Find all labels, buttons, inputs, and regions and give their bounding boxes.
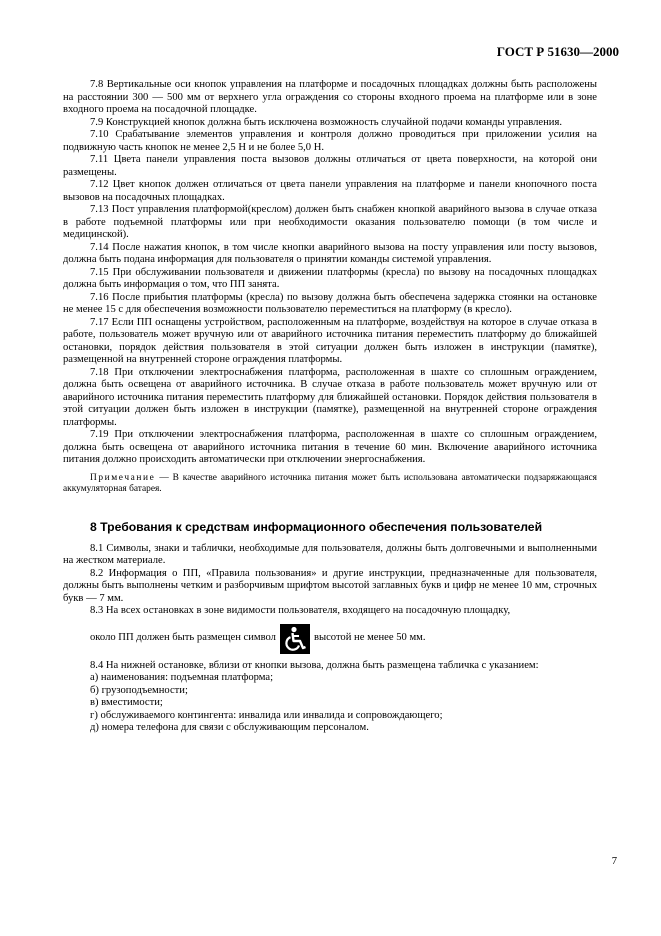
list-item: б) грузоподъемности;: [90, 684, 188, 696]
section-8-heading: 8 Требования к средствам информационного обеспечения пользователей: [90, 519, 543, 534]
list-item: д) номера телефона для связи с обслуживающим персоналом.: [90, 722, 369, 733]
paragraph-7-9: 7.9 Конструкцией кнопок должна быть исключена возможность случайной подачи команды управления.: [90, 116, 562, 128]
paragraph-7-11: 7.11 Цвета панели управления поста вызовов должны отличаться от цвета поверхности, на которой они размещены.: [63, 154, 597, 178]
list-item: в) вместимости;: [90, 697, 163, 708]
paragraph-7-10: 7.10 Срабатывание элементов управления и контроля должно проводиться при приложении усилия на подвижную часть кнопок не менее 2,5 Н и не более 5,0 Н.: [63, 129, 597, 153]
document-body: [63, 79, 597, 735]
paragraph-7-8: 7.8 Вертикальные оси кнопок управления на платформе и посадочных площадках должны быть расположены на расстоянии 300 — 500 мм от верхнего угла ограждения со стороны входного проема на платформе или в зоне входного проема на посадочной площадке.: [63, 79, 597, 115]
paragraph-7-15: 7.15 При обслуживании пользователя и движении платформы (кресла) по вызову на посадочных площадках должна быть информация о том, что ПП занята.: [63, 266, 597, 290]
paragraph-7-16: 7.16 После прибытия платформы (кресла) по вызову должна быть обеспечена задержка стоянки на остановке не менее 15 с для обеспечения возможности пользователю переместиться на платформу (в кресло).: [63, 291, 597, 315]
wheelchair-access-icon: [280, 624, 310, 654]
symbol-line-before: около ПП должен быть размещен символ: [90, 632, 276, 644]
paragraph-7-12: 7.12 Цвет кнопок должен отличаться от цвета панели управления на платформе и панели кнопочного поста вызовов на посадочных площадках.: [63, 179, 597, 203]
paragraph-7-14: 7.14 После нажатия кнопок, в том числе кнопки аварийного вызова на посту управления или посту вызовов, должна быть подана информация для пользователя о принятии команды системой управления.: [63, 241, 597, 265]
paragraph-8-2: 8.2 Информация о ПП, «Правила пользования» и другие инструкции, предназначенные для пользователя, должны быть выполнены четким и разборчивым шрифтом высотой заглавных букв и цифр не менее 10 мм, строчных букв — 7 мм.: [63, 567, 597, 604]
paragraph-7-13: 7.13 Пост управления платформой(креслом) должен быть снабжен кнопкой аварийного вызова в случае отказа в работе подъемной платформы или при необходимости оказания пользователю помощи (в том числе и медицинской).: [63, 204, 597, 240]
page-number: 7: [611, 856, 617, 867]
list-item: а) наименования: подъемная платформа;: [90, 672, 274, 683]
paragraph-8-1: 8.1 Символы, знаки и таблички, необходимые для пользователя, должны быть долговечными и выполненными на жестком материале.: [63, 542, 597, 566]
standard-number-header: ГОСТ Р 51630—2000: [496, 44, 619, 59]
list-item: г) обслуживаемого контингента: инвалида или инвалида и сопровождающего;: [90, 709, 443, 721]
paragraph-7-19: 7.19 При отключении электроснабжения платформа, расположенная в шахте со сплошным ограждением, должна быть освещена от аварийного источника питания в течение 60 мин. Включение аварийного источника питания должно происходить автоматически при отключении энергоснабжения.: [63, 429, 597, 465]
paragraph-8-4: 8.4 На нижней остановке, вблизи от кнопки вызова, должна быть размещена табличка с указанием:: [90, 659, 539, 671]
paragraph-7-17: 7.17 Если ПП оснащены устройством, расположенным на платформе, воздействуя на которое в случае отказа в работе, пользователь может вручную или от аварийного источника питания переместить платформу до ближайшей остановки, порядок действия пользователя в этой ситуации должен быть изложен в инструкции (памятке), размещенной на внутренней стороне ограждения платформы.: [63, 316, 597, 365]
note: [63, 473, 597, 496]
paragraph-7-18: 7.18 При отключении электроснабжения платформа, расположенная в шахте со сплошным ограждением, должна быть освещена от аварийного источника. В случае отказа в работе пользователь может вручную или от аварийного источника питания переместить платформу для ближайшей остановки. Порядок действия пользователя в этой ситуации должен быть изложен в инструкции (памятке), размещенной на внутренней стороне ограждения платформы.: [63, 366, 597, 428]
symbol-line-after: высотой не менее 50 мм.: [313, 632, 426, 644]
paragraph-8-3: 8.3 На всех остановках в зоне видимости пользователя, входящего на посадочную площадку,: [90, 605, 511, 616]
note-text: — В качестве аварийного источника питания может быть использована автоматически подзаряжающаяся аккумуляторная батарея.: [63, 472, 597, 494]
symbol-line: [63, 624, 597, 654]
note-label: Примечание: [90, 472, 156, 483]
